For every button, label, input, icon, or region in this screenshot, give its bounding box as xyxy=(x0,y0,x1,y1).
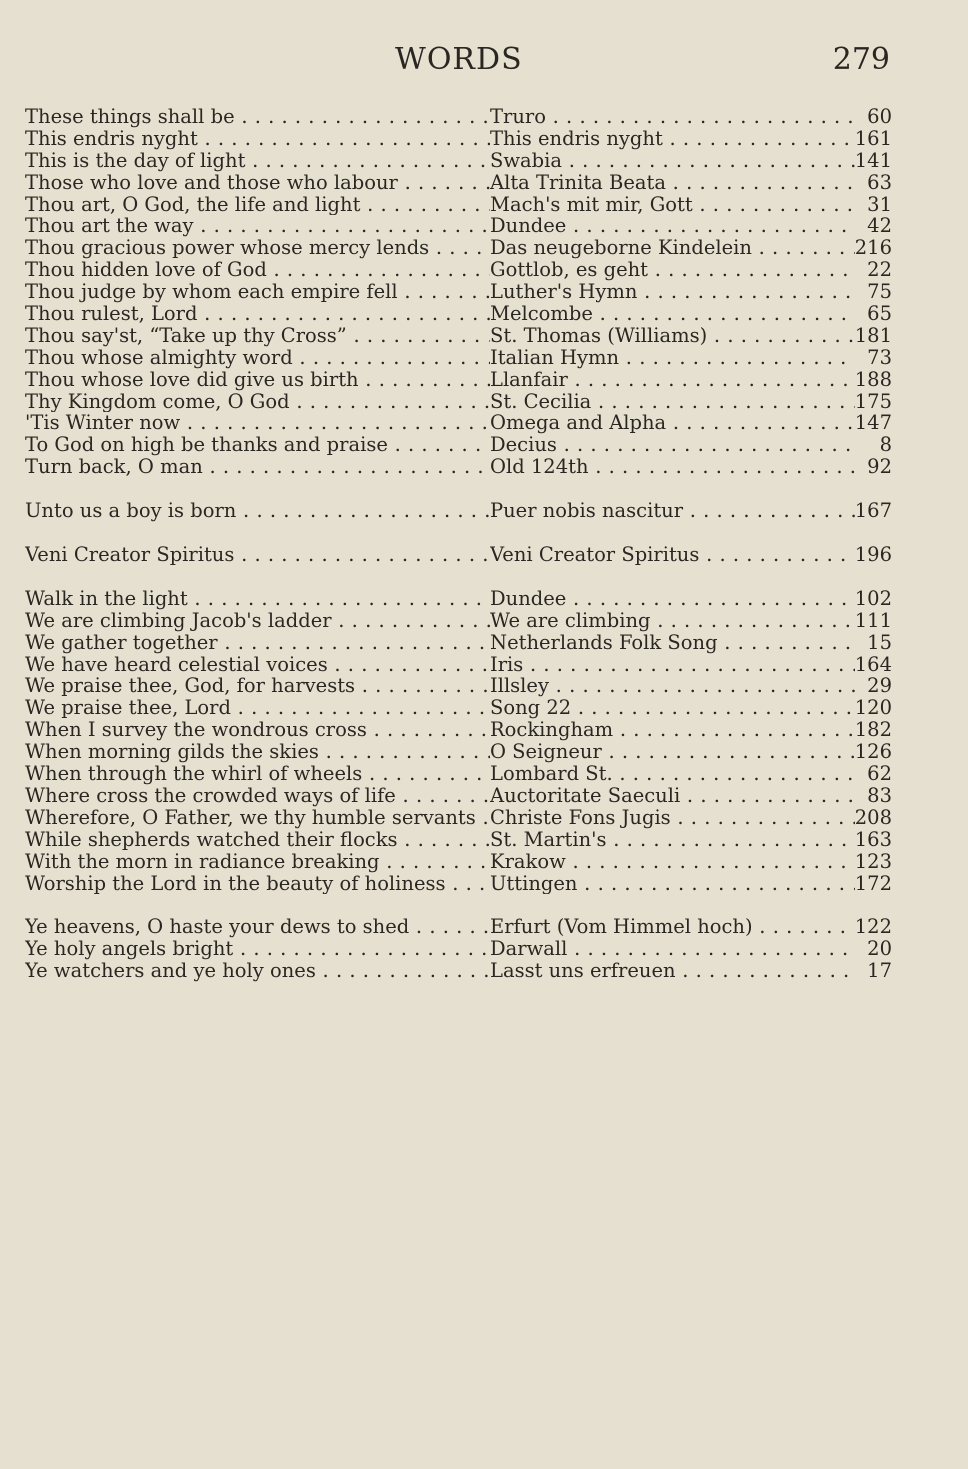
first-line: We have heard celestial voices . . . xyxy=(25,654,490,676)
hymn-number: 62 xyxy=(867,762,892,786)
index-row xyxy=(0,632,968,654)
hymn-number: 111 xyxy=(854,608,892,632)
index-row xyxy=(0,938,968,960)
hymn-number: 161 xyxy=(854,126,892,150)
tune-name: Gottlob, es geht . . . xyxy=(490,259,855,281)
index-row xyxy=(0,172,968,194)
first-line: We gather together . . . xyxy=(25,632,490,654)
hymn-number: 8 xyxy=(879,433,892,457)
hymn-number: 141 xyxy=(854,148,892,172)
tune-name: Veni Creator Spiritus . . . xyxy=(490,544,855,566)
index-row xyxy=(0,500,968,522)
tune-name: This endris nyght . . . xyxy=(490,128,855,150)
tune-name: Decius . . . xyxy=(490,434,855,456)
first-line: We praise thee, Lord . . . xyxy=(25,697,490,719)
page-number: 279 xyxy=(832,42,890,77)
hymn-number: 175 xyxy=(854,389,892,413)
tune-name: Das neugeborne Kindelein . . . xyxy=(490,237,855,259)
hymn-number: 75 xyxy=(867,280,892,304)
index-row xyxy=(0,829,968,851)
tune-name: Swabia . . . xyxy=(490,150,855,172)
index-row xyxy=(0,150,968,172)
hymn-number: 172 xyxy=(854,871,892,895)
index-group xyxy=(0,500,968,522)
first-line: Thou whose almighty word . . . xyxy=(25,347,490,369)
first-line: When morning gilds the skies . . . xyxy=(25,741,490,763)
index-row xyxy=(0,215,968,237)
first-line: Ye holy angels bright . . . xyxy=(25,938,490,960)
index-row xyxy=(0,851,968,873)
tune-name: Puer nobis nascitur . . . xyxy=(490,500,855,522)
tune-name: Dundee . . . xyxy=(490,215,855,237)
tune-name: Krakow . . . xyxy=(490,851,855,873)
hymn-number: 123 xyxy=(854,849,892,873)
first-line: When I survey the wondrous cross . . . xyxy=(25,719,490,741)
index-row xyxy=(0,610,968,632)
first-line: 'Tis Winter now . . . xyxy=(25,412,490,434)
first-line: Thou art the way . . . xyxy=(25,215,490,237)
tune-name: St. Thomas (Williams) . . . xyxy=(490,325,855,347)
first-line: With the morn in radiance breaking . . . xyxy=(25,851,490,873)
index-row xyxy=(0,281,968,303)
tune-name: Christe Fons Jugis . . . xyxy=(490,807,855,829)
first-line: Thou rulest, Lord . . . xyxy=(25,303,490,325)
index-group xyxy=(0,916,968,982)
tune-name: Alta Trinita Beata . . . xyxy=(490,172,855,194)
tune-name: Lasst uns erfreuen . . . xyxy=(490,960,855,982)
tune-name: Truro . . . xyxy=(490,106,855,128)
index-row xyxy=(0,785,968,807)
hymn-number: 208 xyxy=(854,805,892,829)
index-row xyxy=(0,325,968,347)
index-row xyxy=(0,697,968,719)
hymn-number: 15 xyxy=(867,630,892,654)
hymn-number: 73 xyxy=(867,345,892,369)
index-row xyxy=(0,654,968,676)
first-line: Unto us a boy is born . . . xyxy=(25,500,490,522)
tune-name: Old 124th . . . xyxy=(490,456,855,478)
hymn-number: 65 xyxy=(867,302,892,326)
page-header xyxy=(0,42,968,82)
hymn-number: 20 xyxy=(867,937,892,961)
tune-name: Melcombe . . . xyxy=(490,303,855,325)
hymn-number: 120 xyxy=(854,696,892,720)
hymn-number: 31 xyxy=(867,192,892,216)
hymn-number: 167 xyxy=(854,499,892,523)
first-line: Turn back, O man . . . xyxy=(25,456,490,478)
index-row xyxy=(0,960,968,982)
index-row xyxy=(0,456,968,478)
index-row xyxy=(0,741,968,763)
tune-name: Italian Hymn . . . xyxy=(490,347,855,369)
tune-name: Iris . . . xyxy=(490,654,855,676)
hymn-number: 17 xyxy=(867,959,892,983)
tune-name: Omega and Alpha . . . xyxy=(490,412,855,434)
tune-name: Lombard St. . . . xyxy=(490,763,855,785)
tune-name: O Seigneur . . . xyxy=(490,741,855,763)
tune-name: Illsley . . . xyxy=(490,675,855,697)
index-row xyxy=(0,916,968,938)
tune-name: Llanfair . . . xyxy=(490,369,855,391)
hymn-number: 181 xyxy=(854,323,892,347)
tune-name: Auctoritate Saeculi . . . xyxy=(490,785,855,807)
hymn-number: 188 xyxy=(854,367,892,391)
hymn-number: 60 xyxy=(867,105,892,128)
index-row xyxy=(0,106,968,128)
hymn-number: 122 xyxy=(854,915,892,939)
index-row xyxy=(0,128,968,150)
index-row xyxy=(0,412,968,434)
first-line: We praise thee, God, for harvests . . . xyxy=(25,675,490,697)
first-line: Veni Creator Spiritus . . . xyxy=(25,544,490,566)
index-row xyxy=(0,434,968,456)
index-row xyxy=(0,237,968,259)
tune-name: Erfurt (Vom Himmel hoch) . . . xyxy=(490,916,855,938)
index-row xyxy=(0,763,968,785)
hymn-number: 83 xyxy=(867,783,892,807)
first-line: Ye heavens, O haste your dews to shed . . . xyxy=(25,916,490,938)
first-line: Worship the Lord in the beauty of holiness . . . xyxy=(25,873,490,895)
index-group xyxy=(0,106,968,478)
tune-name: St. Martin's . . . xyxy=(490,829,855,851)
hymn-number: 92 xyxy=(867,455,892,479)
tune-name: Song 22 . . . xyxy=(490,697,855,719)
index-group xyxy=(0,588,968,894)
index-row xyxy=(0,347,968,369)
first-line: Thy Kingdom come, O God . . . xyxy=(25,391,490,413)
tune-name: Netherlands Folk Song . . . xyxy=(490,632,855,654)
tune-name: We are climbing . . . xyxy=(490,610,855,632)
hymn-number: 22 xyxy=(867,258,892,282)
index-group xyxy=(0,544,968,566)
hymn-number: 102 xyxy=(854,586,892,610)
hymn-number: 196 xyxy=(854,543,892,567)
first-line: Walk in the light . . . xyxy=(25,588,490,610)
hymn-number: 182 xyxy=(854,718,892,742)
first-line: Wherefore, O Father, we thy humble servants . . . xyxy=(25,807,490,829)
first-line: Thou judge by whom each empire fell . . . xyxy=(25,281,490,303)
first-line: These things shall be . . . xyxy=(25,106,490,128)
hymn-number: 164 xyxy=(854,652,892,676)
hymn-number: 216 xyxy=(854,236,892,260)
page-title: WORDS xyxy=(395,42,523,77)
tune-name: Uttingen . . . xyxy=(490,873,855,895)
index-row xyxy=(0,588,968,610)
first-line: Thou gracious power whose mercy lends . . . xyxy=(25,237,490,259)
index-row xyxy=(0,391,968,413)
index-row xyxy=(0,719,968,741)
first-line: Where cross the crowded ways of life . . . xyxy=(25,785,490,807)
first-line: This endris nyght . . . xyxy=(25,128,490,150)
index-row xyxy=(0,544,968,566)
hymn-number: 42 xyxy=(867,214,892,238)
index-row xyxy=(0,369,968,391)
hymn-number: 126 xyxy=(854,740,892,764)
tune-name: Mach's mit mir, Gott . . . xyxy=(490,194,855,216)
hymn-index xyxy=(0,106,968,1004)
first-line: Thou whose love did give us birth . . . xyxy=(25,369,490,391)
first-line: When through the whirl of wheels . . . xyxy=(25,763,490,785)
first-line: This is the day of light . . . xyxy=(25,150,490,172)
tune-name: Dundee . . . xyxy=(490,588,855,610)
index-row xyxy=(0,259,968,281)
first-line: To God on high be thanks and praise . . . xyxy=(25,434,490,456)
tune-name: Darwall . . . xyxy=(490,938,855,960)
index-row xyxy=(0,303,968,325)
index-row xyxy=(0,807,968,829)
hymn-number: 163 xyxy=(854,827,892,851)
index-row xyxy=(0,873,968,895)
first-line: Thou art, O God, the life and light . . . xyxy=(25,194,490,216)
first-line: We are climbing Jacob's ladder . . . xyxy=(25,610,490,632)
tune-name: Luther's Hymn . . . xyxy=(490,281,855,303)
hymn-number: 147 xyxy=(854,411,892,435)
hymn-number: 63 xyxy=(867,170,892,194)
first-line: Thou hidden love of God . . . xyxy=(25,259,490,281)
first-line: Those who love and those who labour . . . xyxy=(25,172,490,194)
first-line: Thou say'st, “Take up thy Cross” . . . xyxy=(25,325,490,347)
index-row xyxy=(0,194,968,216)
tune-name: Rockingham . . . xyxy=(490,719,855,741)
first-line: Ye watchers and ye holy ones . . . xyxy=(25,960,490,982)
tune-name: St. Cecilia . . . xyxy=(490,391,855,413)
index-row xyxy=(0,675,968,697)
first-line: While shepherds watched their flocks . . . xyxy=(25,829,490,851)
hymn-number: 29 xyxy=(867,674,892,698)
